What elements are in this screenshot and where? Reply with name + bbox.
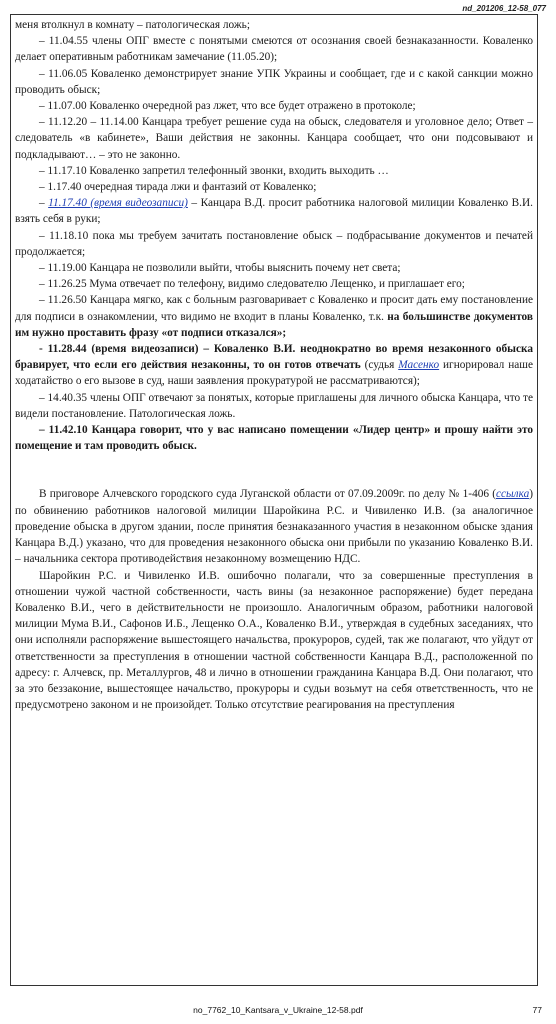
- text-span: – Канцара В.Д. просит работника налоговой милиции Коваленко В.И. взять себя в руки;: [15, 197, 533, 226]
- text-span: (судья: [360, 359, 399, 372]
- paragraph: меня втолкнул в комнату – патологическая ложь;: [15, 19, 250, 31]
- bold-text: - 11.28.44 (время видеозаписи) – Коваленко В.И. неоднократно во время незаконного обыска бравирует, что если его действия незаконны, то он готов отвечать: [15, 343, 533, 372]
- bold-text: на большинстве документов им нужно проставить фразу «от подписи отказался»;: [15, 310, 533, 339]
- page-frame: [10, 14, 538, 986]
- paragraph: [15, 341, 533, 390]
- document-id-header: nd_201206_12-58_077: [462, 4, 546, 13]
- document-body: [15, 17, 533, 713]
- text-span: В приговоре Алчевского городского суда Луганской области от 07.09.2009г. по делу № 1-406 (: [39, 488, 496, 501]
- text-span: ) по обвинению работников налоговой милиции Шаройкина Р.С. и Чивиленко И.В. (за аналогичное проведение обыска в другом здании, после принятия безнаказанного участия в незаконном обыске здания Канцара В.Д.) указано, что для проведения незаконного обыска они прибыли по указанию Коваленко В.И. – начальника сектора противодействия незаконному возмещению НДС.: [15, 488, 533, 566]
- video-time-link[interactable]: 11.17.40 (время видеозаписи): [48, 197, 188, 210]
- paragraph: [15, 195, 533, 227]
- paragraph: – 11.17.10 Коваленко запретил телефонный звонки, входить выходить …: [39, 164, 389, 177]
- paragraph: – 11.07.00 Коваленко очередной раз лжет, что все будет отражено в протоколе;: [39, 100, 416, 113]
- paragraph: – 1.17.40 очередная тирада лжи и фантазий от Коваленко;: [39, 181, 317, 194]
- paragraph: – 11.42.10 Канцара говорит, что у вас написано помещении «Лидер центр» и прошу найти это помещение и там проводить обыск.: [15, 424, 533, 453]
- paragraph: [15, 292, 533, 341]
- footer-page-number: 77: [532, 1005, 542, 1015]
- paragraph: – 11.04.55 члены ОПГ вместе с понятыми смеются от осознания своей безнаказанности. Коваленко делает оперативным работникам замечание (11.05.20);: [15, 35, 533, 64]
- paragraph: Шаройкин Р.С. и Чивиленко И.В. ошибочно полагали, что за совершенные преступления в отношении чужой частной собственности, часть вины (за незаконное распоряжение) будет передана Коваленко В.И., чего в действительности не произошло. Аналогичным образом, работники налоговой милиции Мума В.И., Сафонов И.Б., Лещенко О.А., Коваленко В.И., утверждая в судебных заседаниях, что они исполняли распоряжение вышестоящего начальства, прокуроров, судей, так же полагают, что уйдут от ответственности за преступления в отношении частной собственности Канцара В.Д., расположенной по адресу: г. Алчевск, пр. Металлургов, 48 и лично в отношении гражданина Канцара В.Д. Они полагают, что за это беззаконие, вышестоящее начальство, прокуроры и судьи возьмут на себя ответственность, что не предусмотрено законом и не произойдет. Только отсутствие реагирования на преступления: [15, 569, 533, 712]
- text-span: игнорировал наше ходатайство о его вызове в суд, наши заявления прокуратурой не рассматриваются);: [15, 359, 533, 388]
- judge-link[interactable]: Масенко: [398, 359, 440, 372]
- footer-filename: no_7762_10_Kantsara_v_Ukraine_12-58.pdf: [193, 1005, 363, 1015]
- text-span: – 11.26.50 Канцара мягко, как с больным разговаривает с Коваленко и просит дать ему постановление для подписи в ознакомлении, что видимо не входит в планы Коваленко, т.к.: [15, 294, 533, 323]
- paragraph: – 11.19.00 Канцара не позволили выйти, чтобы выяснить почему нет света;: [39, 262, 401, 275]
- paragraph: – 11.06.05 Коваленко демонстрирует знание УПК Украины и сообщает, где и с какой санкции можно проводить обыск;: [15, 67, 533, 96]
- case-link[interactable]: ссылка: [495, 488, 530, 501]
- paragraph: [15, 486, 533, 567]
- text-span: –: [39, 197, 49, 210]
- paragraph: – 14.40.35 члены ОПГ отвечают за понятых, которые приглашены для личного обыска Канцара, что те видели постановление. Патологическая ложь.: [15, 391, 533, 420]
- paragraph: – 11.26.25 Мума отвечает по телефону, видимо следователю Лещенко, и приглашает его;: [39, 278, 465, 291]
- paragraph: – 11.12.20 – 11.14.00 Канцара требует решение суда на обыск, следователя и уголовное дело; Ответ – следователь «в кабинете», Ваши действия не законны. Канцара сообщает, что они подсовывают и подкладывают… – это не законно.: [15, 116, 533, 161]
- spacer: [15, 454, 533, 486]
- paragraph: – 11.18.10 пока мы требуем зачитать постановление обыск – подбрасывание документов и печатей продолжается;: [15, 229, 533, 258]
